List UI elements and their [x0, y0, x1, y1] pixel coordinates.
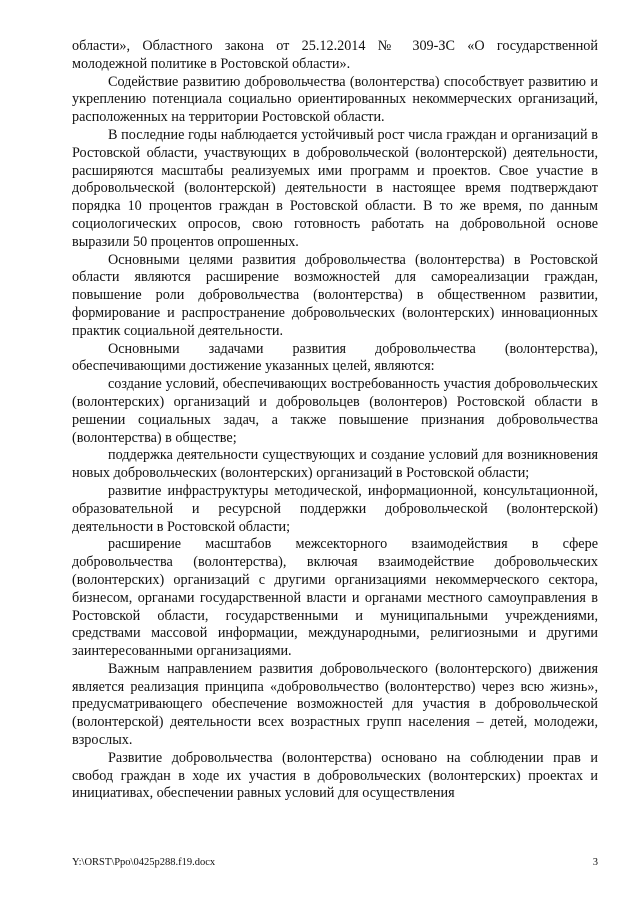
paragraph-1: области», Областного закона от 25.12.2014 № 309-ЗС «О государственной молодежной политике в Ростовской области». — [72, 38, 598, 72]
list-item-1: создание условий, обеспечивающих востребованность участия добровольческих (волонтерских) организаций и добровольцев (волонтеров) Ростовской области в решении социальных задач, а также повышение признания добровольчества (волонтерства) в обществе; — [72, 376, 598, 446]
list-item-3: развитие инфраструктуры методической, информационной, консультационной, образовательной и ресурсной поддержки добровольческой (волонтерской) деятельности в Ростовской области; — [72, 482, 598, 535]
page-number: 3 — [592, 857, 598, 868]
document-page — [72, 38, 598, 803]
paragraph-3: В последние годы наблюдается устойчивый рост числа граждан и организаций в Ростовской области, участвующих в добровольческой (волонтерской) деятельности, расширяются масштабы реализуемых ими программ и проектов. Свое участие в добровольческой (волонтерской) деятельности в настоящее время подтверждают порядка 10 процентов граждан в Ростовской области. В то же время, по данным социологических опросов, свою готовность работать на добровольной основе выразили 50 процентов опрошенных. — [72, 126, 598, 250]
footer-file-path: Y:\ORST\Ppo\0425p288.f19.docx — [72, 857, 216, 868]
paragraph-6: Важным направлением развития добровольческого (волонтерского) движения является реализация принципа «добровольчество (волонтерство) через всю жизнь», предусматривающего обеспечение возможностей для участия в добровольческой (волонтерской) деятельности всех возрастных групп населения – детей, молодежи, взрослых. — [72, 660, 598, 749]
paragraph-2: Содействие развитию добровольчества (волонтерства) способствует развитию и укреплению потенциала социально ориентированных некоммерческих организаций, расположенных на территории Ростовской области. — [72, 73, 598, 126]
paragraph-4: Основными целями развития добровольчества (волонтерства) в Ростовской области являются расширение возможностей для самореализации граждан, повышение роли добровольчества (волонтерства) в общественном развитии, формирование и распространение добровольческих (волонтерских) инновационных практик социальной деятельности. — [72, 251, 598, 339]
list-item-2: поддержка деятельности существующих и создание условий для возникновения новых добровольческих (волонтерских) организаций в Ростовской области; — [72, 447, 598, 482]
list-item-4: расширение масштабов межсекторного взаимодействия в сфере добровольчества (волонтерства), включая взаимодействие добровольческих (волонтерских) организаций с другими организациями некоммерческого сектора, бизнесом, органами государственной власти и органами местного самоуправления в Ростовской области, государственными и муниципальными учреждениями, средствами массовой информации, международными, религиозными и другими заинтересованными организациями. — [72, 536, 598, 660]
paragraph-5: Основными задачами развития добровольчества (волонтерства), обеспечивающими достижение указанных целей, являются: — [72, 340, 598, 375]
paragraph-7: Развитие добровольчества (волонтерства) основано на соблюдении прав и свобод граждан в ходе их участия в добровольческих (волонтерских) проектах и инициативах, обеспечении равных условий для осуществления — [72, 749, 598, 802]
